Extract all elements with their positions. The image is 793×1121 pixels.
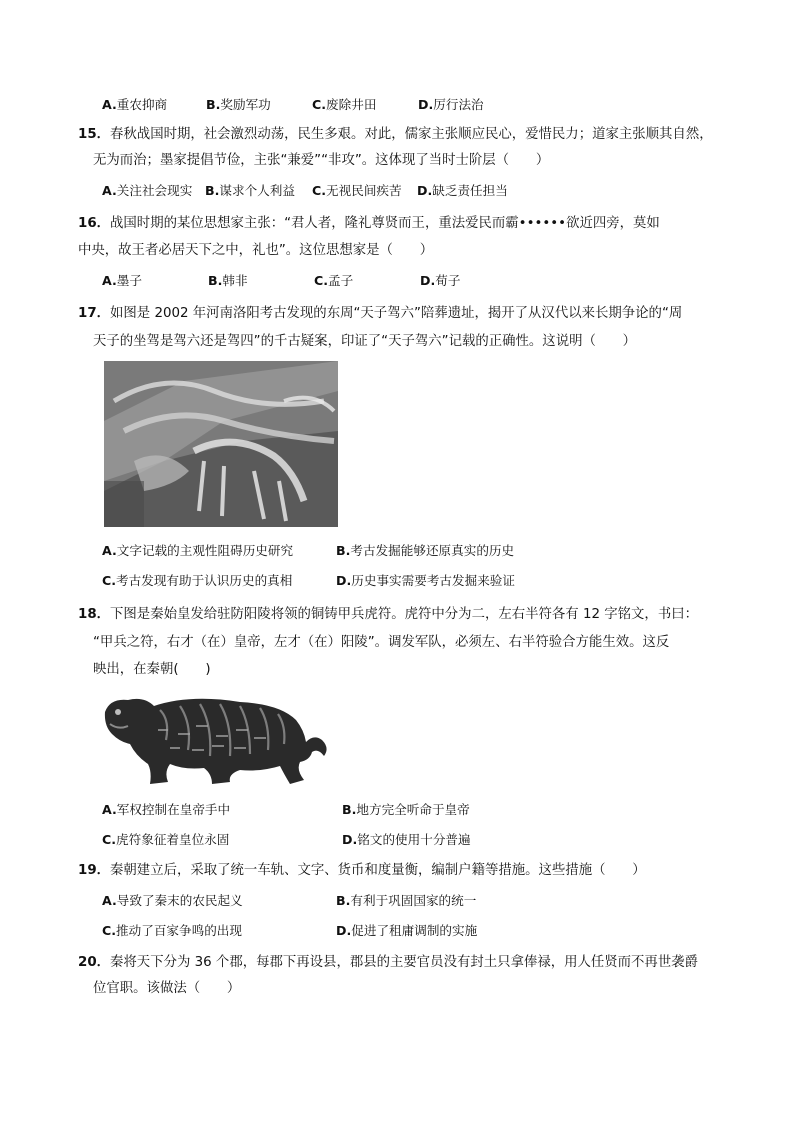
q16-option-d[interactable]	[420, 272, 460, 290]
option-text: 孟子	[328, 273, 354, 288]
option-label: B.	[208, 273, 223, 288]
option-label: B.	[205, 183, 220, 198]
q17-stem-line2: 天子的坐驾是驾六还是驾四”的千古疑案，印证了“天子驾六”记载的正确性。这说明（ ）	[93, 334, 637, 349]
question-text: 秦将天下分为 36 个郡，每郡下再设县，郡县的主要官员没有封土只拿俸禄，用人任贤而不再世袭爵	[110, 955, 698, 970]
option-label: B.	[336, 893, 351, 908]
tiger-tally-icon	[100, 690, 333, 788]
question-number: 15．	[78, 127, 111, 142]
option-label: B.	[336, 543, 351, 558]
q19-option-c[interactable]	[102, 922, 242, 940]
option-label: A.	[102, 802, 117, 817]
option-text: 地方完全听命于皇帝	[356, 802, 470, 817]
q17-option-b[interactable]	[336, 542, 514, 560]
option-label: A.	[102, 893, 117, 908]
option-text: 无视民间疾苦	[326, 183, 402, 198]
question-text: 战国时期的某位思想家主张：“君人者，隆礼尊贤而王，重法爱民而霸••••••欲近四旁，莫如	[110, 216, 660, 231]
q14-option-d[interactable]	[418, 96, 484, 114]
option-label: C.	[312, 97, 327, 112]
q16-option-b[interactable]	[208, 272, 248, 290]
option-label: D.	[417, 183, 433, 198]
question-number: 16．	[78, 216, 111, 231]
option-text: 推动了百家争鸣的出现	[116, 923, 242, 938]
option-label: D.	[418, 97, 434, 112]
option-label: A.	[102, 97, 117, 112]
option-label: C.	[102, 573, 117, 588]
q17-option-d[interactable]	[336, 572, 515, 590]
q14-option-a[interactable]	[102, 96, 167, 114]
q14-option-c[interactable]	[312, 96, 376, 114]
option-label: D.	[342, 832, 358, 847]
chariot-pit-photo	[104, 361, 338, 527]
option-label: A.	[102, 273, 117, 288]
q15-option-c[interactable]	[312, 182, 402, 200]
q20-stem-line2: 位官职。该做法（ ）	[93, 981, 241, 996]
question-text: 如图是 2002 年河南洛阳考古发现的东周“天子驾六”陪葬遗址，揭开了从汉代以来长期争论的“周	[110, 306, 683, 321]
question-text: 秦朝建立后，采取了统一车轨、文字、货币和度量衡，编制户籍等措施。这些措施（ ）	[110, 863, 646, 878]
question-number: 19．	[78, 863, 111, 878]
option-text: 历史事实需要考古发掘来验证	[351, 573, 515, 588]
q19-option-a[interactable]	[102, 892, 243, 910]
option-text: 关注社会现实	[116, 183, 193, 198]
option-text: 虎符象征着皇位永固	[116, 832, 230, 847]
q15-option-d[interactable]	[417, 182, 508, 200]
q19-option-b[interactable]	[336, 892, 476, 910]
option-label: B.	[206, 97, 221, 112]
option-label: D.	[420, 273, 436, 288]
option-text: 导致了秦末的农民起义	[116, 893, 243, 908]
q16-stem-line1	[78, 215, 660, 233]
option-text: 文字记载的主观性阻碍历史研究	[116, 543, 294, 558]
q18-option-b[interactable]	[342, 801, 470, 819]
q14-option-b[interactable]	[206, 96, 271, 114]
question-number: 17．	[78, 306, 111, 321]
option-label: C.	[314, 273, 329, 288]
option-text: 缺乏责任担当	[432, 183, 508, 198]
option-label: D.	[336, 573, 352, 588]
option-text: 废除井田	[326, 97, 377, 112]
option-text: 厉行法治	[433, 97, 484, 112]
option-text: 考古发掘能够还原真实的历史	[350, 543, 515, 558]
q19-stem-line1	[78, 862, 646, 880]
option-text: 墨子	[116, 273, 142, 288]
q19-option-d[interactable]	[336, 922, 477, 940]
q15-stem-line2: 无为而治；墨家提倡节俭，主张“兼爱”“非攻”。这体现了当时士阶层（ ）	[93, 153, 550, 168]
option-label: C.	[102, 923, 117, 938]
q17-stem-line1	[78, 305, 682, 323]
question-text: 下图是秦始皇发给驻防阳陵将领的铜铸甲兵虎符。虎符中分为二，左右半符各有 12 字铭文，书曰：	[110, 607, 698, 622]
option-label: B.	[342, 802, 357, 817]
option-text: 军权控制在皇帝手中	[116, 802, 231, 817]
q18-stem-line3: 映出，在秦朝( )	[93, 662, 211, 677]
q17-option-c[interactable]	[102, 572, 292, 590]
q16-stem-line2: 中央，故王者必居天下之中，礼也”。这位思想家是（ ）	[78, 243, 434, 258]
option-label: A.	[102, 543, 117, 558]
option-label: D.	[336, 923, 352, 938]
option-text: 有利于巩固国家的统一	[350, 893, 477, 908]
question-number: 18．	[78, 607, 111, 622]
q16-option-a[interactable]	[102, 272, 142, 290]
q17-option-a[interactable]	[102, 542, 293, 560]
q20-stem-line1	[78, 954, 698, 972]
option-text: 促进了租庸调制的实施	[351, 923, 478, 938]
question-number: 20．	[78, 955, 111, 970]
q18-option-a[interactable]	[102, 801, 230, 819]
option-text: 荀子	[435, 273, 461, 288]
option-text: 奖励军功	[220, 97, 271, 112]
option-text: 考古发现有助于认识历史的真相	[116, 573, 293, 588]
question-text: 春秋战国时期，社会激烈动荡，民生多艰。对此，儒家主张顺应民心，爱惜民力；道家主张顺其自然，	[110, 127, 713, 142]
option-text: 铭文的使用十分普遍	[357, 832, 471, 847]
q18-option-d[interactable]	[342, 831, 471, 849]
excavation-image	[104, 361, 338, 527]
option-label: C.	[312, 183, 327, 198]
q15-option-a[interactable]	[102, 182, 192, 200]
option-label: A.	[102, 183, 117, 198]
q16-option-c[interactable]	[314, 272, 353, 290]
option-label: C.	[102, 832, 117, 847]
option-text: 韩非	[222, 273, 248, 288]
q15-stem-line1	[78, 126, 713, 144]
q18-stem-line1	[78, 606, 698, 624]
q18-stem-line2: “甲兵之符，右才（在）皇帝，左才（在）阳陵”。调发军队，必须左、右半符验合方能生效。这反	[93, 635, 670, 650]
option-text: 重农抑商	[116, 97, 168, 112]
q18-option-c[interactable]	[102, 831, 229, 849]
tiger-tally-image	[100, 690, 333, 788]
option-text: 谋求个人利益	[219, 183, 295, 198]
q15-option-b[interactable]	[205, 182, 295, 200]
